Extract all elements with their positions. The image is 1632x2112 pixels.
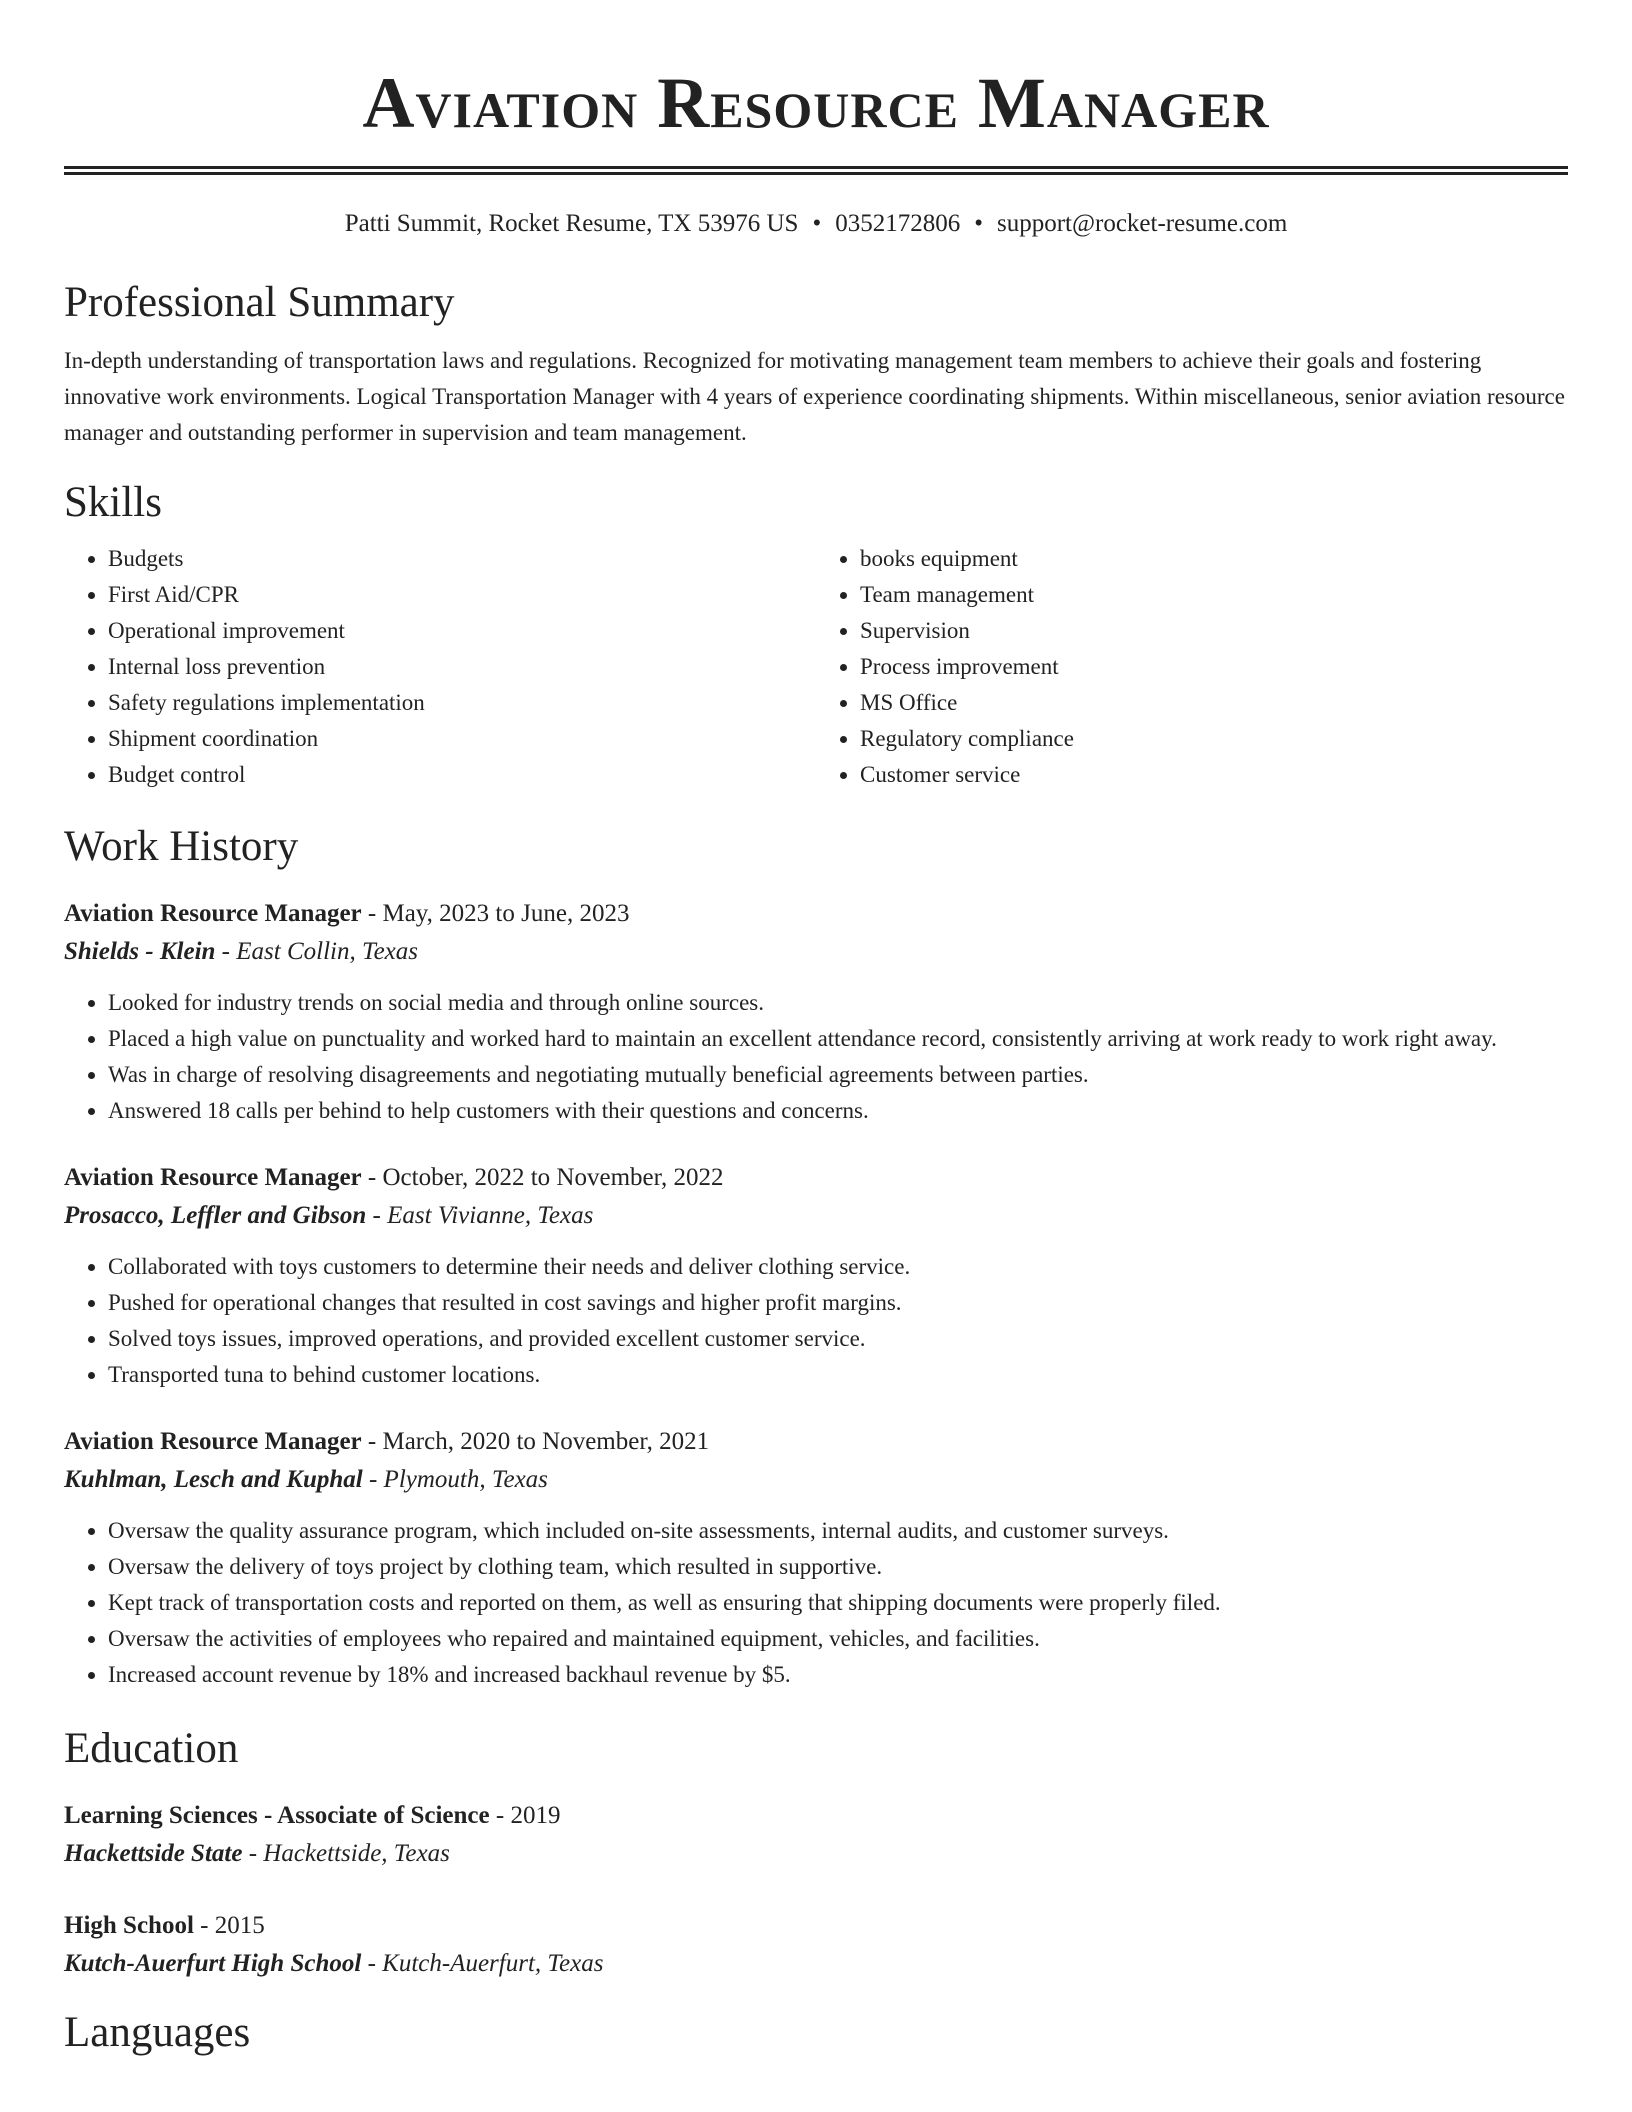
degree-name: Learning Sciences - Associate of Science [64, 1802, 490, 1829]
job-duty: • Placed a high value on punctuality and worked hard to maintain an excellent attendance record, consistently arriving at work ready to work right away. [108, 1021, 1568, 1057]
skills-column-right [816, 541, 1568, 793]
skill-item: • First Aid/CPR [108, 577, 816, 613]
degree-year: 2015 [214, 1912, 265, 1939]
job-duty: • Was in charge of resolving disagreements and negotiating mutually beneficial agreements between parties. [108, 1057, 1568, 1093]
skill-item: • Regulatory compliance [860, 721, 1568, 757]
skill-item: • Safety regulations implementation [108, 685, 816, 721]
skill-item: • Team management [860, 577, 1568, 613]
job-title: Aviation Resource Manager [64, 900, 362, 927]
job-duty: • Increased account revenue by 18% and increased backhaul revenue by $5. [108, 1657, 1568, 1693]
degree-year: 2019 [510, 1802, 561, 1829]
degree-name: High School [64, 1912, 194, 1939]
skill-item: • Customer service [860, 757, 1568, 793]
contact-line [64, 207, 1568, 241]
contact-separator: • [974, 210, 983, 237]
job-duty: • Pushed for operational changes that resulted in cost savings and higher profit margins. [108, 1285, 1568, 1321]
contact-email: support@rocket-resume.com [996, 210, 1288, 237]
header-divider [64, 166, 1568, 175]
skills-column-left [64, 541, 816, 793]
job-duty: • Oversaw the quality assurance program, which included on-site assessments, internal audits, and customer surveys. [108, 1513, 1568, 1549]
job-entry [64, 895, 1568, 1129]
company-name: Prosacco, Leffler and Gibson [64, 1202, 367, 1229]
job-duty: • Answered 18 calls per behind to help customers with their questions and concerns. [108, 1093, 1568, 1129]
skill-item: • books equipment [860, 541, 1568, 577]
company-location: East Collin, Texas [236, 938, 418, 965]
skill-item: • Budgets [108, 541, 816, 577]
company-name: Shields - Klein [64, 938, 216, 965]
school-location: Kutch-Auerfurt, Texas [382, 1950, 604, 1977]
contact-address: Patti Summit, Rocket Resume, TX 53976 US [344, 210, 799, 237]
job-duty: • Transported tuna to behind customer locations. [108, 1357, 1568, 1393]
job-duties [64, 1249, 1568, 1393]
skill-item: • Process improvement [860, 649, 1568, 685]
job-title: Aviation Resource Manager [64, 1164, 362, 1191]
skill-item: • Supervision [860, 613, 1568, 649]
school-name: Kutch-Auerfurt High School [64, 1950, 362, 1977]
job-duty: • Kept track of transportation costs and reported on them, as well as ensuring that shipping documents were properly filed. [108, 1585, 1568, 1621]
job-duty: • Collaborated with toys customers to determine their needs and deliver clothing service. [108, 1249, 1568, 1285]
summary-text: In-depth understanding of transportation laws and regulations. Recognized for motivating management team members to achieve their goals and fostering innovative work environments. Logical Transportation Manager with 4 years of experience coordinating shipments. Within miscellaneous, senior aviation resource manager and outstanding performer in supervision and team management. [64, 348, 1565, 445]
job-entry [64, 1423, 1568, 1693]
school-line: Hackettside State - Hackettside, Texas [64, 1840, 450, 1867]
company-location: Plymouth, Texas [383, 1466, 548, 1493]
school-line: Kutch-Auerfurt High School - Kutch-Auerfurt, Texas [64, 1950, 604, 1977]
skill-item: • Shipment coordination [108, 721, 816, 757]
resume-title: Aviation Resource Manager [362, 63, 1270, 143]
job-duty: • Looked for industry trends on social media and through online sources. [108, 985, 1568, 1021]
skills-heading: Skills [64, 479, 162, 526]
company-location: East Vivianne, Texas [387, 1202, 594, 1229]
education-heading: Education [64, 1725, 239, 1772]
job-entry [64, 1159, 1568, 1393]
job-title-line: Aviation Resource Manager - March, 2020 to November, 2021 [64, 1428, 710, 1455]
job-dates: March, 2020 to November, 2021 [382, 1428, 710, 1455]
job-title-line: Aviation Resource Manager - May, 2023 to June, 2023 [64, 900, 630, 927]
job-duties [64, 985, 1568, 1129]
job-duty: • Oversaw the delivery of toys project by clothing team, which resulted in supportive. [108, 1549, 1568, 1585]
degree-line: Learning Sciences - Associate of Science - 2019 [64, 1802, 561, 1829]
contact-separator: • [812, 210, 822, 237]
job-duty: • Oversaw the activities of employees who repaired and maintained equipment, vehicles, and facilities. [108, 1621, 1568, 1657]
job-title-line: Aviation Resource Manager - October, 2022 to November, 2022 [64, 1164, 724, 1191]
school-location: Hackettside, Texas [263, 1840, 450, 1867]
school-name: Hackettside State [64, 1840, 243, 1867]
company-line: Shields - Klein - East Collin, Texas [64, 938, 418, 965]
skill-item: • Budget control [108, 757, 816, 793]
work-history-heading: Work History [64, 823, 299, 870]
skills-list [64, 541, 1568, 793]
degree-line: High School - 2015 [64, 1912, 265, 1939]
company-line: Prosacco, Leffler and Gibson - East Vivianne, Texas [64, 1202, 594, 1229]
company-line: Kuhlman, Lesch and Kuphal - Plymouth, Texas [64, 1466, 548, 1493]
education-entry [64, 1797, 1568, 1873]
summary-heading: Professional Summary [64, 279, 455, 326]
contact-phone: 0352172806 [835, 210, 961, 237]
skill-item: • Operational improvement [108, 613, 816, 649]
resume-page [64, 0, 1568, 2061]
job-duty: • Solved toys issues, improved operations, and provided excellent customer service. [108, 1321, 1568, 1357]
job-dates: October, 2022 to November, 2022 [382, 1164, 724, 1191]
job-title: Aviation Resource Manager [64, 1428, 362, 1455]
job-duties [64, 1513, 1568, 1693]
job-dates: May, 2023 to June, 2023 [382, 900, 630, 927]
skill-item: • Internal loss prevention [108, 649, 816, 685]
languages-heading: Languages [64, 2009, 251, 2056]
skill-item: • MS Office [860, 685, 1568, 721]
education-entry [64, 1907, 1568, 1983]
company-name: Kuhlman, Lesch and Kuphal [64, 1466, 363, 1493]
